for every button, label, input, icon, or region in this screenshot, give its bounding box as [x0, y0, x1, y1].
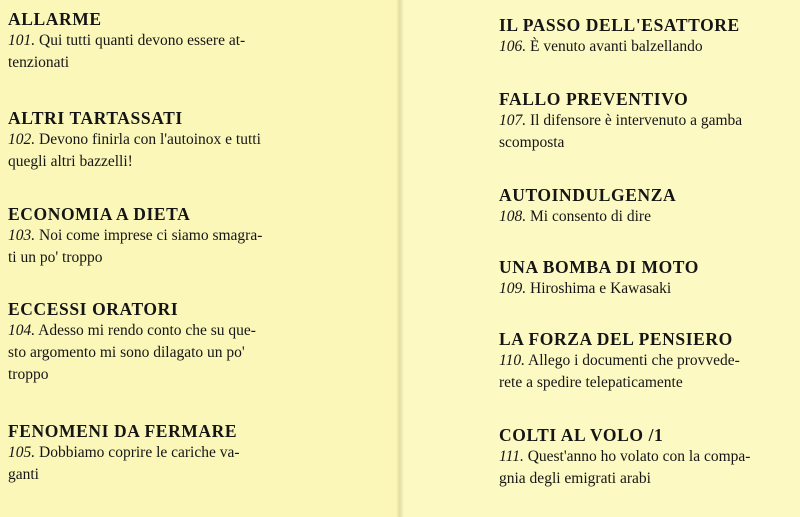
entry-text: [8, 225, 308, 269]
page-gutter: [396, 0, 404, 517]
entry-text: [8, 129, 308, 173]
entry-title: FALLO PREVENTIVO: [499, 89, 689, 109]
entry-text: [499, 350, 799, 394]
entry-number: 105.: [8, 444, 36, 461]
entry-title: UNA BOMBA DI MOTO: [499, 257, 699, 277]
entry-line: 102. Devono finirla con l'autoinox e tutti: [8, 131, 261, 148]
entry-line: rete a spedire telepaticamente: [499, 374, 683, 391]
entry-title: IL PASSO DELL'ESATTORE: [499, 15, 740, 35]
entry-text: [8, 30, 308, 74]
entry-text: [499, 446, 799, 490]
entry-line: 104. Adesso mi rendo conto che su que-: [8, 322, 256, 339]
entry-text: [499, 206, 799, 228]
entry-number: 102.: [8, 131, 36, 148]
entry-102: [8, 107, 308, 173]
entry-number: 107.: [499, 112, 527, 129]
entry-line: tenzionati: [8, 54, 70, 71]
entry-105: [8, 420, 308, 486]
entry-line: 111. Quest'anno ho volato con la compa-: [499, 448, 751, 465]
entry-title: LA FORZA DEL PENSIERO: [499, 329, 733, 349]
entry-title: ALTRI TARTASSATI: [8, 108, 183, 128]
entry-title: ALLARME: [8, 9, 102, 29]
entry-110: [499, 328, 799, 394]
entry-line: troppo: [8, 366, 49, 383]
entry-line: 103. Noi come imprese ci siamo smagra-: [8, 227, 263, 244]
entry-number: 104.: [8, 322, 36, 339]
entry-title: COLTI AL VOLO /1: [499, 425, 664, 445]
entry-text: [8, 442, 308, 486]
entry-line: 109. Hiroshima e Kawasaki: [499, 280, 672, 297]
entry-106: [499, 14, 799, 58]
entry-line: 108. Mi consento di dire: [499, 208, 651, 225]
entry-line: 105. Dobbiamo coprire le cariche va-: [8, 444, 240, 461]
entry-number: 108.: [499, 208, 527, 225]
entry-line: 101. Qui tutti quanti devono essere at-: [8, 32, 246, 49]
entry-104: [8, 298, 308, 386]
entry-number: 110.: [499, 352, 525, 369]
entry-title: AUTOINDULGENZA: [499, 185, 677, 205]
entry-107: [499, 88, 799, 154]
entry-text: [499, 36, 799, 58]
entry-line: scomposta: [499, 134, 565, 151]
entry-title: FENOMENI DA FERMARE: [8, 421, 238, 441]
entry-title: ECONOMIA A DIETA: [8, 204, 191, 224]
entry-text: [8, 320, 308, 386]
entry-text: [499, 278, 799, 300]
entry-line: 107. Il difensore è intervenuto a gamba: [499, 112, 743, 129]
entry-text: [499, 110, 799, 154]
entry-line: 106. È venuto avanti balzellando: [499, 38, 703, 55]
entry-line: quegli altri bazzelli!: [8, 153, 133, 170]
entry-number: 103.: [8, 227, 36, 244]
entry-line: ganti: [8, 466, 39, 483]
entry-line: 110. Allego i documenti che provvede-: [499, 352, 740, 369]
entry-111: [499, 424, 799, 490]
entry-line: ti un po' troppo: [8, 249, 103, 266]
entry-109: [499, 256, 799, 300]
entry-number: 101.: [8, 32, 36, 49]
entry-101: [8, 8, 308, 74]
entry-line: sto argomento mi sono dilagato un po': [8, 344, 245, 361]
entry-number: 106.: [499, 38, 527, 55]
entry-number: 111.: [499, 448, 524, 465]
entry-number: 109.: [499, 280, 527, 297]
entry-line: gnia degli emigrati arabi: [499, 470, 651, 487]
entry-103: [8, 203, 308, 269]
right-page: [400, 0, 800, 517]
entry-title: ECCESSI ORATORI: [8, 299, 179, 319]
entry-108: [499, 184, 799, 228]
